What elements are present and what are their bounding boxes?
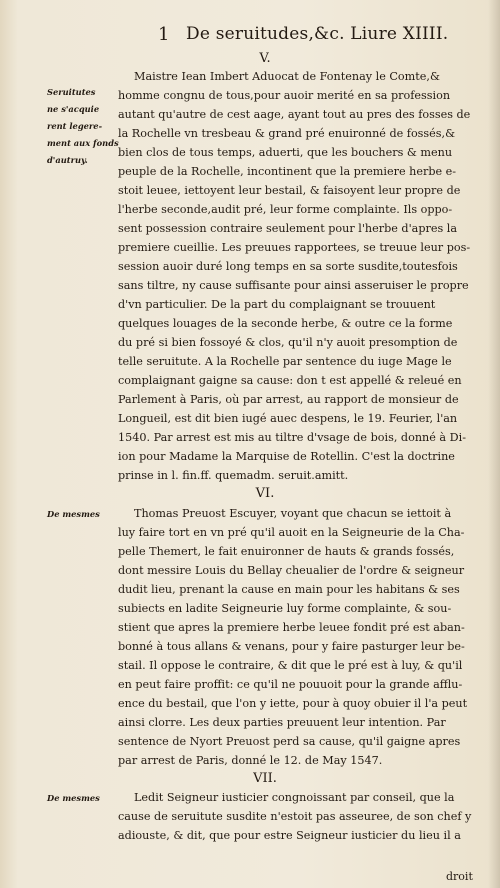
text-line: Longueil, est dit bien iugé auec despens, le 19. Feurier, l'an: [118, 412, 458, 425]
section-number: VI.: [255, 486, 275, 501]
text-line: autant qu'autre de cest aage, ayant tout au pres des fosses de: [118, 108, 471, 121]
text-line: 1540. Par arrest est mis au tiltre d'vsage de bois, donné à Di-: [118, 431, 466, 444]
text-line: ion pour Madame la Marquise de Rotellin. C'est la doctrine: [118, 450, 455, 463]
text-line: session auoir duré long temps en sa sorte susdite,toutesfois: [118, 260, 458, 273]
text-line: pelle Themert, le fait enuironner de hauts & grands fossés,: [118, 545, 455, 558]
text-line: Parlement à Paris, où par arrest, au rapport de monsieur de: [118, 393, 459, 406]
page-edge-shadow: [488, 0, 500, 888]
text-line: luy faire tort en vn pré qu'il auoit en la Seigneurie de la Cha-: [118, 526, 465, 539]
text-line: Maistre Iean Imbert Aduocat de Fontenay le Comte,&: [134, 70, 440, 83]
margin-note-line: rent legere-: [47, 121, 103, 131]
running-title: De seruitudes,&c. Liure XIIII.: [186, 24, 449, 44]
text-line: dudit lieu, prenant la cause en main pour les habitans & ses: [118, 583, 460, 596]
text-line: d'vn particulier. De la part du complaignant se trouuent: [118, 298, 436, 311]
text-line: la Rochelle vn tresbeau & grand pré enuironné de fossés,&: [118, 127, 456, 140]
text-line: complaignant gaigne sa cause: don t est appellé & releué en: [118, 374, 462, 387]
text-line: bien clos de tous temps, aduerti, que les bouchers & menu: [118, 146, 453, 159]
text-line: du pré si bien fossoyé & clos, qu'il n'y auoit presomption de: [118, 336, 458, 349]
catchword: droit: [446, 870, 473, 883]
section-number: V.: [259, 51, 271, 66]
margin-note-line: De mesmes: [47, 509, 100, 519]
margin-note-line: ne s'acquie: [47, 104, 100, 114]
text-line: Thomas Preuost Escuyer, voyant que chacun se iettoit à: [134, 507, 452, 520]
text-line: prinse in l. fin.ff. quemadm. seruit.amitt.: [118, 469, 349, 482]
margin-note-line: d'autruy.: [47, 155, 88, 165]
text-line: l'herbe seconde,audit pré, leur forme complainte. Ils oppo-: [118, 203, 453, 216]
text-line: stail. Il oppose le contraire, & dit que le pré est à luy, & qu'il: [118, 659, 463, 672]
section-number: VII.: [253, 771, 277, 786]
text-line: sent possession contraire seulement pour l'herbe d'apres la: [118, 222, 458, 235]
margin-note-line: Seruitutes: [47, 87, 96, 97]
text-line: stient que apres la premiere herbe leuee fondit pré est aban-: [118, 621, 465, 634]
text-line: peuple de la Rochelle, incontinent que la premiere herbe e-: [118, 165, 457, 178]
text-line: bonné à tous allans & venans, pour y faire pasturger leur be-: [118, 640, 465, 653]
text-line: dont messire Louis du Bellay cheualier de l'ordre & seigneur: [118, 564, 465, 577]
text-line: sans tiltre, ny cause suffisante pour ainsi asseruiser le propre: [118, 279, 469, 292]
page-header: [0, 24, 500, 46]
text-line: subiects en ladite Seigneurie luy forme complainte, & sou-: [118, 602, 452, 615]
text-line: ence du bestail, que l'on y iette, pour à quoy obuier il l'a peut: [118, 697, 468, 710]
text-line: homme congnu de tous,pour auoir merité en sa profession: [118, 89, 451, 102]
folio-number: 1: [158, 24, 170, 45]
text-line: adiouste, & dit, que pour estre Seigneur iusticier du lieu il a: [118, 829, 461, 842]
text-line: stoit leuee, iettoyent leur bestail, & faisoyent leur propre de: [118, 184, 461, 197]
text-line: telle seruitute. A la Rochelle par sentence du iuge Mage le: [118, 355, 452, 368]
margin-note-line: ment aux fonds: [47, 138, 119, 148]
text-line: en peut faire proffit: ce qu'il ne pouuoit pour la grande afflu-: [118, 678, 463, 691]
text-line: par arrest de Paris, donné le 12. de May 1547.: [118, 754, 383, 767]
text-line: sentence de Nyort Preuost perd sa cause, qu'il gaigne apres: [118, 735, 461, 748]
text-line: ainsi clorre. Les deux parties preuuent leur intention. Par: [118, 716, 446, 729]
margin-note-line: De mesmes: [47, 793, 100, 803]
text-line: premiere cueillie. Les preuues rapportees, se treuue leur pos-: [118, 241, 471, 254]
text-line: Ledit Seigneur iusticier congnoissant par conseil, que la: [134, 791, 455, 804]
text-line: cause de seruitute susdite n'estoit pas asseuree, de son chef y: [118, 810, 472, 823]
text-line: quelques louages de la seconde herbe, & outre ce la forme: [118, 317, 453, 330]
